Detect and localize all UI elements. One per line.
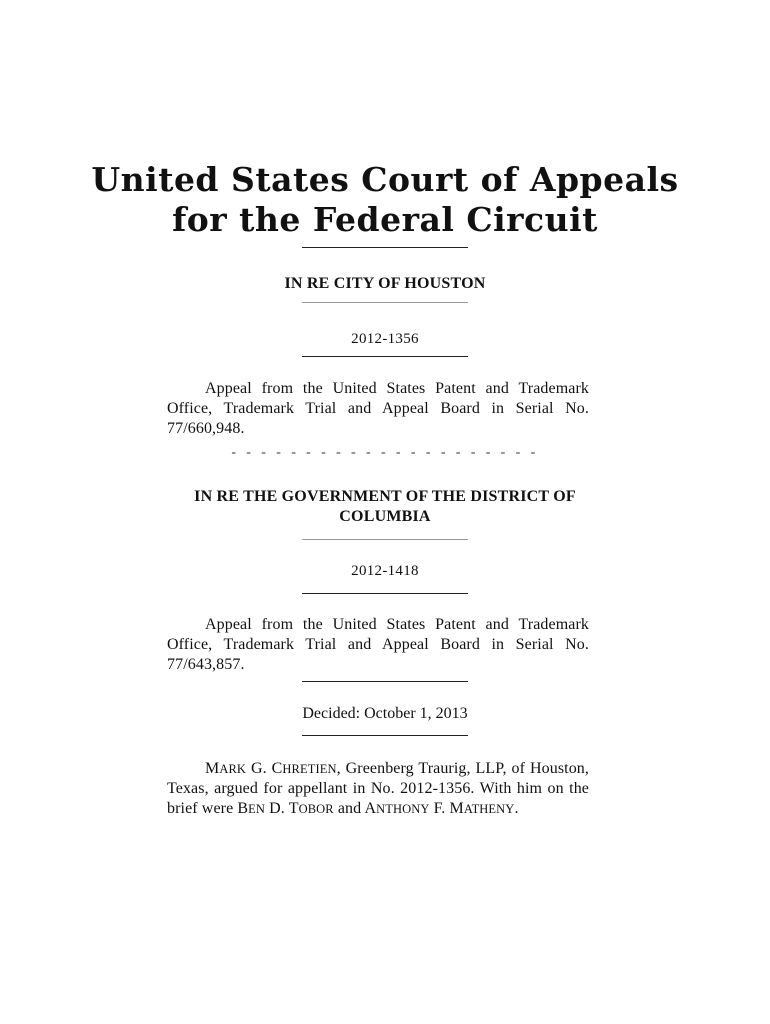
counsel-text: and [333,800,365,817]
case-separator: - - - - - - - - - - - - - - - - - - - - - [231,445,539,460]
counsel-paragraph [167,759,589,819]
divider-rule [302,247,468,248]
divider-rule [302,735,468,736]
divider-rule [302,356,468,357]
case2-appeal-text: Appeal from the United States Patent and Trademark Office, Trademark Trial and Appeal Board in Serial No. 77/643,857. [167,616,589,673]
court-name-line2: for the Federal Circuit [172,200,598,239]
divider-rule [302,302,468,303]
case2-docket-number: 2012-1418 [351,563,419,579]
counsel-name: ANTHONY F. MATHENY [364,800,515,817]
divider-rule [302,539,468,540]
decision-date: Decided: October 1, 2013 [302,705,468,722]
divider-rule [302,681,468,682]
case2-caption-line2: COLUMBIA [339,508,431,525]
case1-docket-number: 2012-1356 [351,331,419,347]
divider-rule [302,593,468,594]
case2-caption-line1: IN RE THE GOVERNMENT OF THE DISTRICT OF [194,488,576,505]
case1-appeal-text: Appeal from the United States Patent and Trademark Office, Trademark Trial and Appeal Board in Serial No. 77/660,948. [167,380,589,437]
counsel-name: BEN D. TOBOR [237,800,334,817]
counsel-text: , Greenberg Traurig, LLP, of Houston, Texas, argued for appellant in No. 2012-1356. With him on the brief were [167,760,590,817]
counsel-text: . [514,800,519,817]
court-name-line1: United States Court of Appeals [91,160,679,199]
counsel-name: MARK G. CHRETIEN [205,760,337,777]
case1-caption: IN RE CITY OF HOUSTON [284,275,486,292]
